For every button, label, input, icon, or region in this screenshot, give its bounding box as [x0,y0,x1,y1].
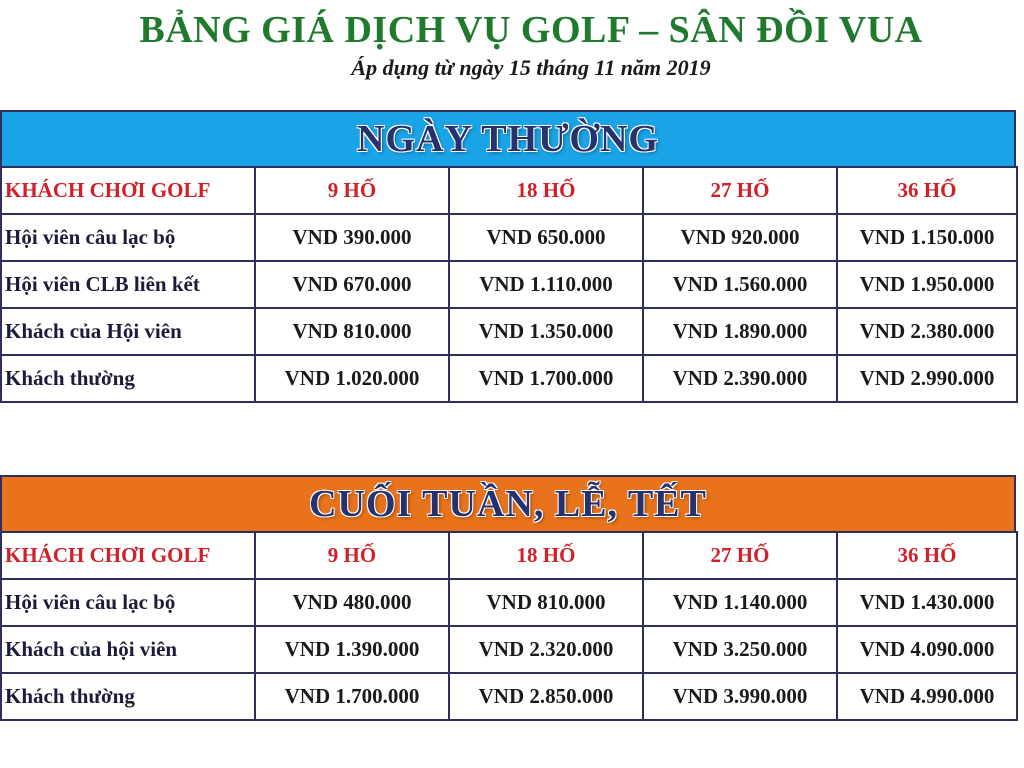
header-cell: 9 HỐ [255,532,449,579]
price-cell: VND 1.390.000 [255,626,449,673]
row-label: Khách thường [1,673,255,720]
row-label: Khách của hội viên [1,626,255,673]
price-cell: VND 1.150.000 [837,214,1017,261]
row-label: Hội viên câu lạc bộ [1,579,255,626]
table-row [1,579,1017,626]
header-cell: 18 HỐ [449,167,643,214]
price-cell: VND 670.000 [255,261,449,308]
price-cell: VND 2.320.000 [449,626,643,673]
price-cell: VND 650.000 [449,214,643,261]
table-header-row [1,532,1017,579]
weekend-section [0,475,1016,721]
page-title: BẢNG GIÁ DỊCH VỤ GOLF – SÂN ĐỒI VUA [139,9,923,51]
price-cell: VND 480.000 [255,579,449,626]
header-cell: 18 HỐ [449,532,643,579]
table-row [1,626,1017,673]
header-cell: 27 HỐ [643,532,837,579]
weekday-banner: NGÀY THƯỜNG [0,110,1016,166]
weekday-section [0,110,1016,403]
table-row [1,355,1017,402]
weekday-price-table [0,166,1018,403]
price-cell: VND 4.090.000 [837,626,1017,673]
table-row [1,214,1017,261]
table-row [1,261,1017,308]
header-cell: 9 HỐ [255,167,449,214]
price-cell: VND 3.250.000 [643,626,837,673]
price-cell: VND 1.430.000 [837,579,1017,626]
price-cell: VND 1.140.000 [643,579,837,626]
weekend-banner: CUỐI TUẦN, LỄ, TẾT [0,475,1016,531]
price-cell: VND 2.380.000 [837,308,1017,355]
table-row [1,308,1017,355]
price-cell: VND 1.890.000 [643,308,837,355]
price-cell: VND 1.110.000 [449,261,643,308]
price-cell: VND 3.990.000 [643,673,837,720]
price-cell: VND 1.560.000 [643,261,837,308]
price-cell: VND 2.850.000 [449,673,643,720]
row-label: Hội viên câu lạc bộ [1,214,255,261]
header-cell: 36 HỐ [837,167,1017,214]
price-cell: VND 2.390.000 [643,355,837,402]
price-cell: VND 1.020.000 [255,355,449,402]
row-label: Khách của Hội viên [1,308,255,355]
page-subtitle: Áp dụng từ ngày 15 tháng 11 năm 2019 [351,55,711,80]
header-cell: 27 HỐ [643,167,837,214]
price-cell: VND 1.350.000 [449,308,643,355]
row-label: Khách thường [1,355,255,402]
row-label: Hội viên CLB liên kết [1,261,255,308]
table-row [1,673,1017,720]
price-cell: VND 810.000 [255,308,449,355]
price-cell: VND 390.000 [255,214,449,261]
price-cell: VND 4.990.000 [837,673,1017,720]
header-cell: 36 HỐ [837,532,1017,579]
table-header-row [1,167,1017,214]
price-cell: VND 810.000 [449,579,643,626]
header-cell: KHÁCH CHƠI GOLF [1,167,255,214]
weekend-price-table [0,531,1018,721]
price-cell: VND 920.000 [643,214,837,261]
header-cell: KHÁCH CHƠI GOLF [1,532,255,579]
price-cell: VND 1.700.000 [449,355,643,402]
price-cell: VND 2.990.000 [837,355,1017,402]
price-cell: VND 1.950.000 [837,261,1017,308]
price-cell: VND 1.700.000 [255,673,449,720]
